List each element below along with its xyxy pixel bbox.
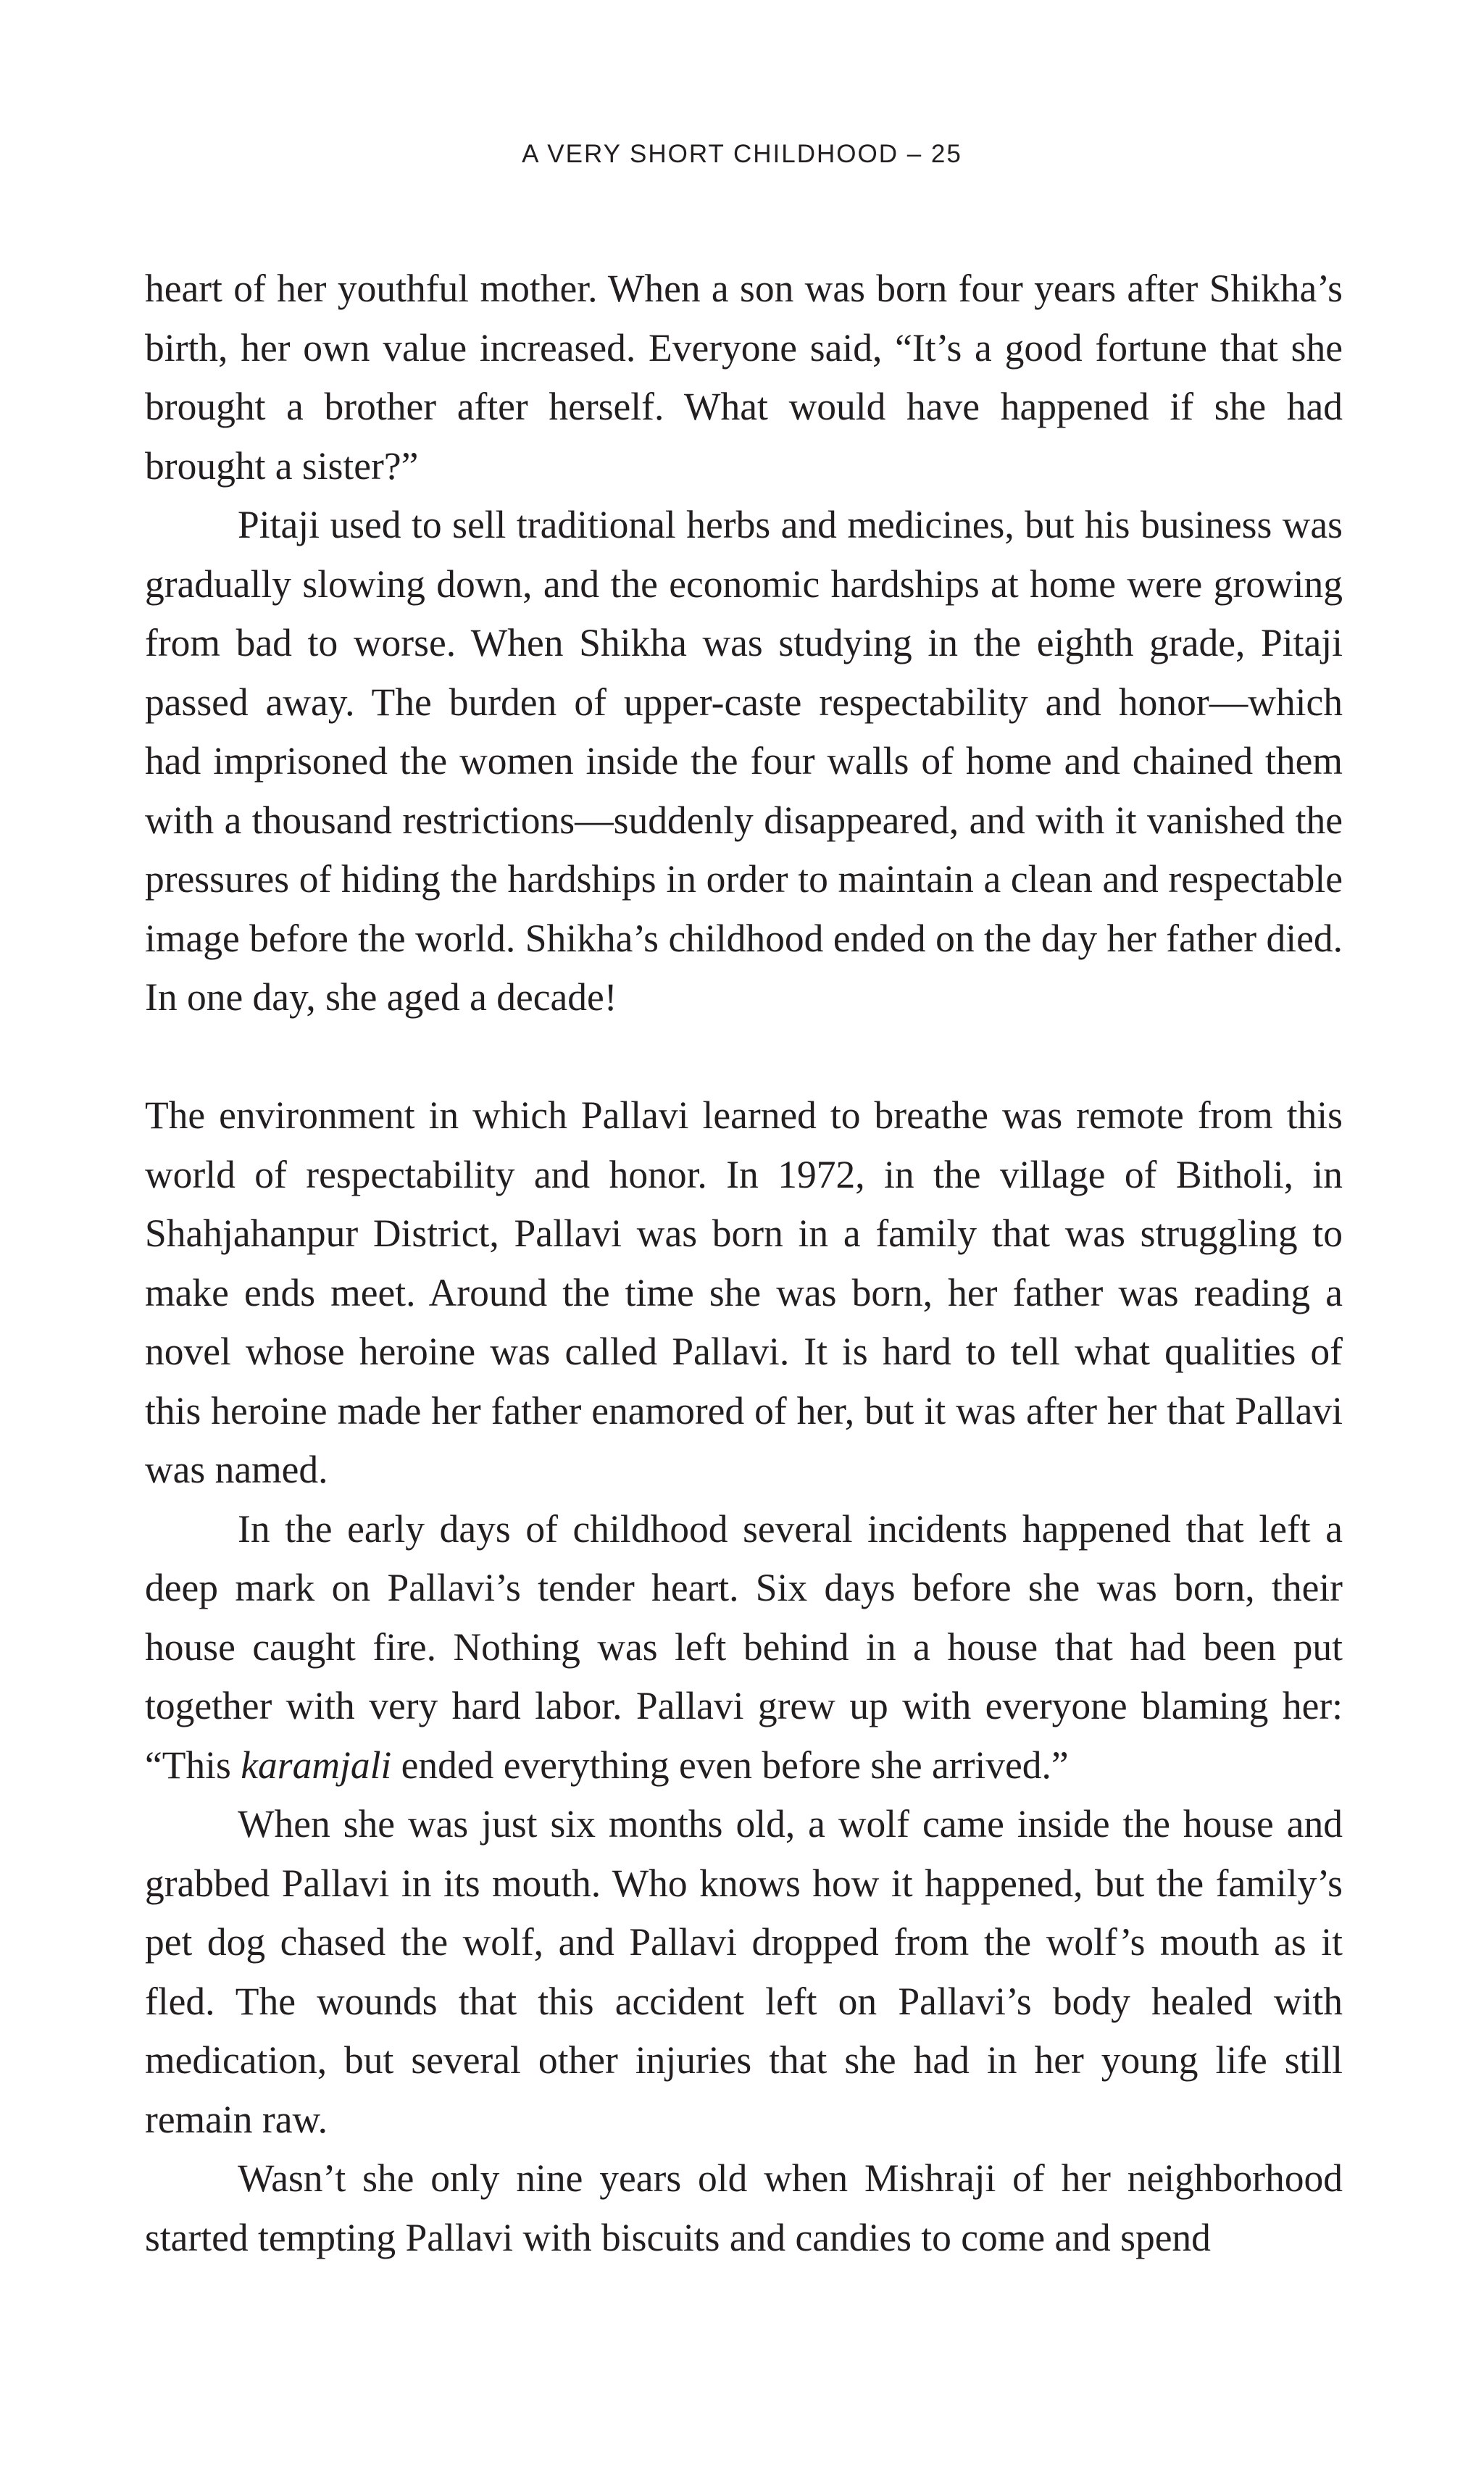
running-head: A VERY SHORT CHILDHOOD – 25	[522, 140, 962, 168]
body-text	[145, 259, 1343, 2267]
italic-term: karamjali	[241, 1743, 392, 1787]
paragraph-2: Pitaji used to sell traditional herbs and medicines, but his business was gradually slowing down, and the economic hardships at home were growing from bad to worse. When Shikha was studying in the eighth grade, Pitaji passed away. The burden of upper-caste respectability and honor—which had imprisoned the women inside the four walls of home and chained them with a thousand restrictions—suddenly disappeared, and with it vanished the pressures of hiding the hardships in order to maintain a clean and respectable image before the world. Shikha’s childhood ended on the day her father died. In one day, she aged a decade!	[145, 503, 1343, 1019]
paragraph-3: The environment in which Pallavi learned to breathe was remote from this world of respectability and honor. In 1972, in the village of Bitholi, in Shahjahanpur District, Pallavi was born in a family that was struggling to make ends meet. Around the time she was born, her father was reading a novel whose heroine was called Pallavi. It is hard to tell what qualities of this heroine made her father enamored of her, but it was after her that Pallavi was named.	[145, 1093, 1343, 1491]
paragraph-4-text-start: In the early days of childhood several incidents happened that left a deep mark on Pallavi’s tender heart. Six days before she was born, their house caught fire. Nothing was left behind in a house that had been put together with very hard labor. Pallavi grew up with everyone blaming her: “This	[145, 1506, 1343, 1787]
paragraph-5: When she was just six months old, a wolf came inside the house and grabbed Pallavi in its mouth. Who knows how it happened, but the family’s pet dog chased the wolf, and Pallavi dropped from the wolf’s mouth as it fled. The wounds that this accident left on Pallavi’s body healed with medication, but several other injuries that she had in her young life still remain raw.	[145, 1802, 1343, 2141]
paragraph-4-text-end: ended everything even before she arrived.”	[391, 1743, 1069, 1787]
paragraph-4	[145, 1500, 1343, 1796]
paragraph-6: Wasn’t she only nine years old when Mishraji of her neighborhood started tempting Pallavi with biscuits and candies to come and spend	[145, 2156, 1343, 2259]
paragraph-1: heart of her youthful mother. When a son was born four years after Shikha’s birth, her own value increased. Everyone said, “It’s a good fortune that she brought a brother after herself. What would have happened if she had brought a sister?”	[145, 267, 1343, 488]
